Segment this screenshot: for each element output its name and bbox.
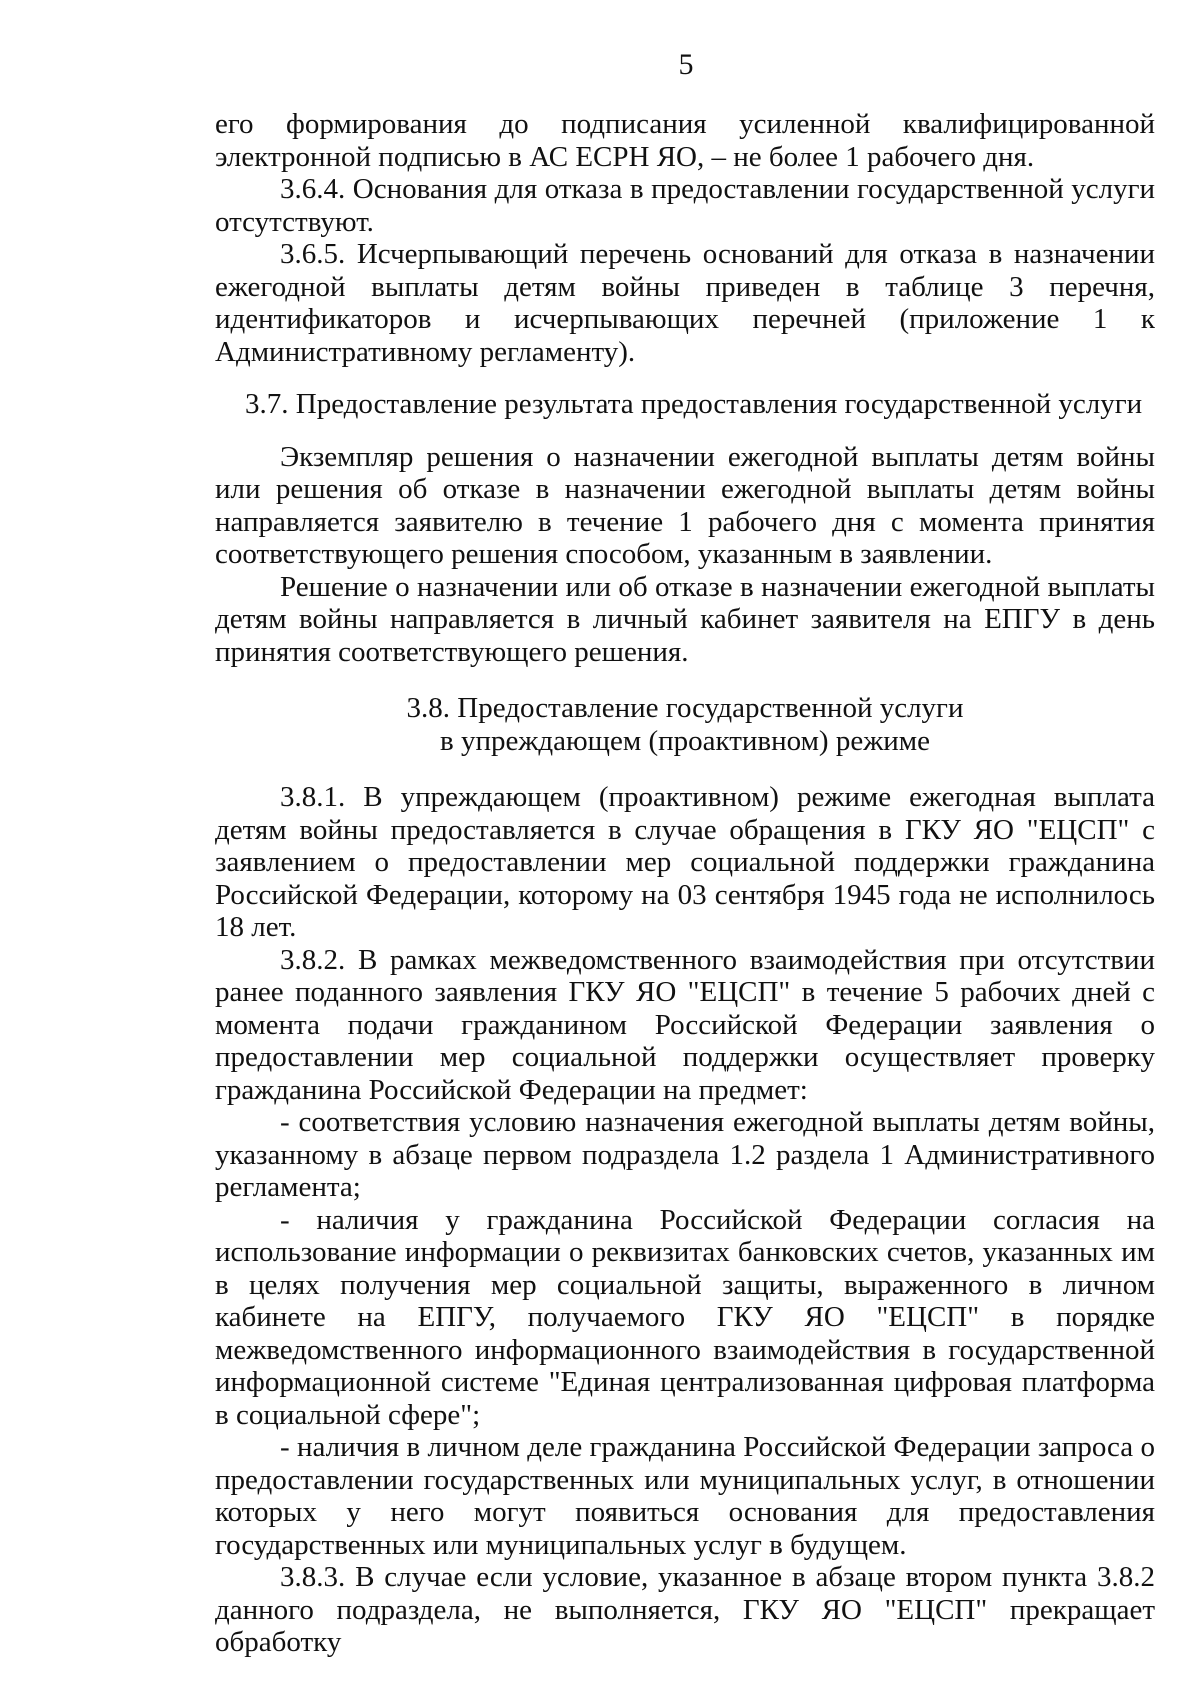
paragraph-continuation: его формирования до подписания усиленной квалифицированной электронной подписью в АС ЕСРН ЯО, – не более 1 рабочего дня. — [215, 108, 1155, 173]
paragraph-3-8-3: 3.8.3. В случае если условие, указанное в абзаце втором пункта 3.8.2 данного подраздела, не выполняется, ГКУ ЯО "ЕЦСП" прекращает обработку — [215, 1561, 1155, 1658]
list-item-request: - наличия в личном деле гражданина Российской Федерации запроса о предоставлении государственных или муниципальных услуг, в отношении которых у него могут появиться основания для предоставления государственных или муниципальных услуг в будущем. — [215, 1431, 1155, 1561]
page-number: 5 — [678, 48, 694, 81]
document-body — [215, 108, 1155, 1659]
paragraph-3-8-2: 3.8.2. В рамках межведомственного взаимодействия при отсутствии ранее поданного заявления ГКУ ЯО "ЕЦСП" в течение 5 рабочих дней с момента подачи гражданином Российской Федерации заявления о предоставлении мер социальной поддержки осуществляет проверку гражданина Российской Федерации на предмет: — [215, 943, 1155, 1106]
paragraph-3-8-1: 3.8.1. В упреждающем (проактивном) режиме ежегодная выплата детям войны предоставляется в случае обращения в ГКУ ЯО "ЕЦСП" с заявлением о предоставлении мер социальной поддержки гражданина Российской Федерации, которому на 03 сентября 1945 года не исполнилось 18 лет. — [215, 781, 1155, 943]
spacer — [215, 368, 1155, 388]
section-heading-3-7: 3.7. Предоставление результата предоставления государственной услуги — [245, 388, 1143, 420]
section-heading-3-8-line1: 3.8. Предоставление государственной услуги — [406, 692, 964, 724]
spacer — [215, 668, 1155, 692]
paragraph-3-6-4: 3.6.4. Основания для отказа в предоставлении государственной услуги отсутствуют. — [215, 173, 1155, 238]
paragraph-3-6-5: 3.6.5. Исчерпывающий перечень оснований для отказа в назначении ежегодной выплаты детям войны приведен в таблице 3 перечня, идентификаторов и исчерпывающих перечней (приложение 1 к Административному регламенту). — [215, 238, 1155, 368]
spacer — [215, 757, 1155, 781]
section-heading-3-8-line2: в упреждающем (проактивном) режиме — [440, 724, 930, 757]
list-item-conditions: - соответствия условию назначения ежегодной выплаты детям войны, указанному в абзаце первом подраздела 1.2 раздела 1 Административного регламента; — [215, 1106, 1155, 1203]
paragraph-3-7-decision-copy: Экземпляр решения о назначении ежегодной выплаты детям войны или решения об отказе в назначении ежегодной выплаты детям войны направляется заявителю в течение 1 рабочего дня с момента принятия соответствующего решения способом, указанным в заявлении. — [215, 440, 1155, 570]
list-item-consent: - наличия у гражданина Российской Федерации согласия на использование информации о реквизитах банковских счетов, указанных им в целях получения мер социальной защиты, выраженного в личном кабинете на ЕПГУ, получаемого ГКУ ЯО "ЕЦСП" в порядке межведомственного информационного взаимодействия в государственной информационной системе "Единая централизованная цифровая платформа в социальной сфере"; — [215, 1203, 1155, 1431]
paragraph-3-7-epgu: Решение о назначении или об отказе в назначении ежегодной выплаты детям войны направляется в личный кабинет заявителя на ЕПГУ в день принятия соответствующего решения. — [215, 570, 1155, 668]
spacer — [215, 421, 1155, 441]
